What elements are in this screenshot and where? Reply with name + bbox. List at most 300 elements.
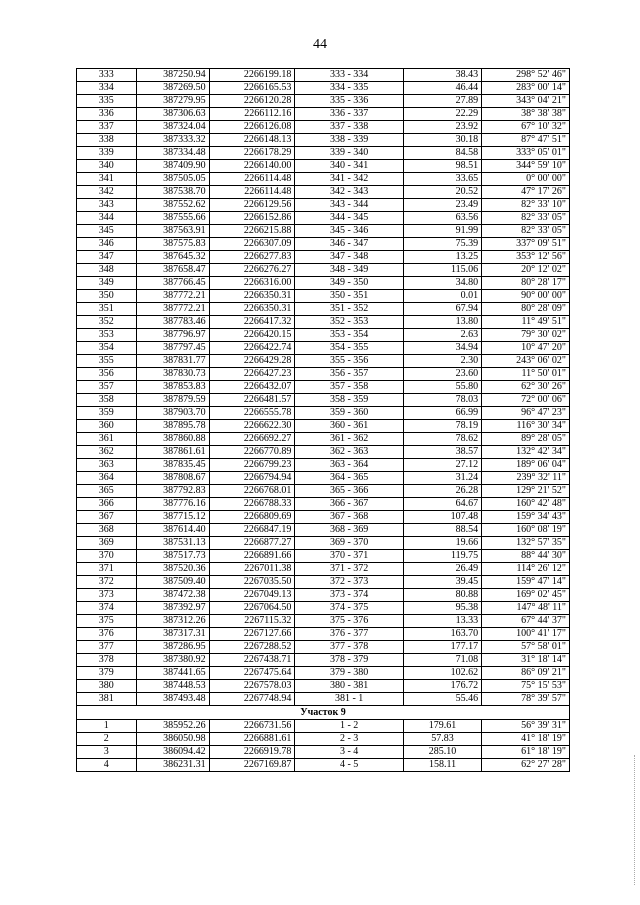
coord-x-cell: 387269.50	[136, 82, 209, 95]
bearing-cell: 0° 00' 00"	[482, 173, 570, 186]
length-cell: 27.89	[403, 95, 481, 108]
page-number: 44	[313, 37, 327, 52]
coord-x-cell: 386050.98	[136, 733, 209, 746]
segment-cell: 359 - 360	[295, 407, 404, 420]
section-header-row	[77, 706, 570, 720]
bearing-cell: 132° 57' 35"	[482, 537, 570, 550]
segment-cell: 372 - 373	[295, 576, 404, 589]
bearing-cell: 82° 33' 05"	[482, 225, 570, 238]
coord-x-cell: 387903.70	[136, 407, 209, 420]
segment-cell: 344 - 345	[295, 212, 404, 225]
point-number-cell: 353	[77, 329, 137, 342]
coord-x-cell: 387879.59	[136, 394, 209, 407]
point-number-cell: 377	[77, 641, 137, 654]
segment-cell: 354 - 355	[295, 342, 404, 355]
table-row	[77, 589, 570, 602]
point-number-cell: 333	[77, 69, 137, 82]
segment-cell: 369 - 370	[295, 537, 404, 550]
bearing-cell: 89° 28' 05"	[482, 433, 570, 446]
length-cell: 55.80	[403, 381, 481, 394]
coord-x-cell: 387645.32	[136, 251, 209, 264]
table-row	[77, 160, 570, 173]
length-cell: 78.62	[403, 433, 481, 446]
coord-y-cell: 2266165.53	[209, 82, 295, 95]
coord-x-cell: 386094.42	[136, 746, 209, 759]
coord-y-cell: 2266276.27	[209, 264, 295, 277]
coord-x-cell: 387538.70	[136, 186, 209, 199]
segment-cell: 345 - 346	[295, 225, 404, 238]
coord-x-cell: 387441.65	[136, 667, 209, 680]
coord-x-cell: 387520.36	[136, 563, 209, 576]
coord-x-cell: 387776.16	[136, 498, 209, 511]
point-number-cell: 355	[77, 355, 137, 368]
length-cell: 23.49	[403, 199, 481, 212]
coord-x-cell: 387792.83	[136, 485, 209, 498]
segment-cell: 348 - 349	[295, 264, 404, 277]
point-number-cell: 340	[77, 160, 137, 173]
point-number-cell: 367	[77, 511, 137, 524]
length-cell: 27.12	[403, 459, 481, 472]
coord-x-cell: 387766.45	[136, 277, 209, 290]
bearing-cell: 333° 05' 01"	[482, 147, 570, 160]
bearing-cell: 160° 42' 48"	[482, 498, 570, 511]
table-row	[77, 264, 570, 277]
point-number-cell: 361	[77, 433, 137, 446]
table-row	[77, 550, 570, 563]
length-cell: 34.94	[403, 342, 481, 355]
point-number-cell: 4	[77, 759, 137, 772]
length-cell: 46.44	[403, 82, 481, 95]
coord-y-cell: 2266316.00	[209, 277, 295, 290]
coord-y-cell: 2266152.86	[209, 212, 295, 225]
bearing-cell: 78° 39' 57"	[482, 693, 570, 706]
point-number-cell: 375	[77, 615, 137, 628]
point-number-cell: 378	[77, 654, 137, 667]
coord-x-cell: 387250.94	[136, 69, 209, 82]
length-cell: 34.80	[403, 277, 481, 290]
segment-cell: 337 - 338	[295, 121, 404, 134]
coord-y-cell: 2266622.30	[209, 420, 295, 433]
bearing-cell: 160° 08' 19"	[482, 524, 570, 537]
coord-y-cell: 2266307.09	[209, 238, 295, 251]
length-cell: 88.54	[403, 524, 481, 537]
point-number-cell: 369	[77, 537, 137, 550]
coord-y-cell: 2266432.07	[209, 381, 295, 394]
coord-y-cell: 2267438.71	[209, 654, 295, 667]
length-cell: 66.99	[403, 407, 481, 420]
coord-y-cell: 2266877.27	[209, 537, 295, 550]
bearing-cell: 62° 30' 26"	[482, 381, 570, 394]
coord-y-cell: 2266429.28	[209, 355, 295, 368]
segment-cell: 346 - 347	[295, 238, 404, 251]
coord-y-cell: 2266891.66	[209, 550, 295, 563]
segment-cell: 373 - 374	[295, 589, 404, 602]
coordinates-table	[76, 68, 570, 772]
point-number-cell: 379	[77, 667, 137, 680]
segment-cell: 352 - 353	[295, 316, 404, 329]
segment-cell: 365 - 366	[295, 485, 404, 498]
bearing-cell: 80° 28' 17"	[482, 277, 570, 290]
length-cell: 179.61	[403, 720, 481, 733]
table-row	[77, 342, 570, 355]
table-row	[77, 511, 570, 524]
segment-cell: 368 - 369	[295, 524, 404, 537]
segment-cell: 371 - 372	[295, 563, 404, 576]
coord-x-cell: 387306.63	[136, 108, 209, 121]
table-row	[77, 303, 570, 316]
table-row	[77, 472, 570, 485]
segment-cell: 379 - 380	[295, 667, 404, 680]
coord-x-cell: 387380.92	[136, 654, 209, 667]
table-row	[77, 680, 570, 693]
table-row	[77, 602, 570, 615]
segment-cell: 367 - 368	[295, 511, 404, 524]
bearing-cell: 10° 47' 20"	[482, 342, 570, 355]
length-cell: 2.63	[403, 329, 481, 342]
table-row	[77, 355, 570, 368]
length-cell: 95.38	[403, 602, 481, 615]
length-cell: 55.46	[403, 693, 481, 706]
length-cell: 13.80	[403, 316, 481, 329]
point-number-cell: 358	[77, 394, 137, 407]
table-row	[77, 537, 570, 550]
length-cell: 39.45	[403, 576, 481, 589]
bearing-cell: 100° 41' 17"	[482, 628, 570, 641]
coord-x-cell: 387772.21	[136, 303, 209, 316]
table-row	[77, 69, 570, 82]
segment-cell: 334 - 335	[295, 82, 404, 95]
segment-cell: 375 - 376	[295, 615, 404, 628]
bearing-cell: 344° 59' 10"	[482, 160, 570, 173]
bearing-cell: 132° 42' 34"	[482, 446, 570, 459]
coord-y-cell: 2266126.08	[209, 121, 295, 134]
segment-cell: 364 - 365	[295, 472, 404, 485]
table-row	[77, 329, 570, 342]
bearing-cell: 129° 21' 52"	[482, 485, 570, 498]
coord-y-cell: 2266112.16	[209, 108, 295, 121]
point-number-cell: 339	[77, 147, 137, 160]
table-row	[77, 615, 570, 628]
coord-x-cell: 387830.73	[136, 368, 209, 381]
coord-x-cell: 387472.38	[136, 589, 209, 602]
length-cell: 38.57	[403, 446, 481, 459]
coord-y-cell: 2266178.29	[209, 147, 295, 160]
table-row	[77, 446, 570, 459]
table-row	[77, 381, 570, 394]
segment-cell: 366 - 367	[295, 498, 404, 511]
length-cell: 102.62	[403, 667, 481, 680]
segment-cell: 363 - 364	[295, 459, 404, 472]
coord-x-cell: 387808.67	[136, 472, 209, 485]
segment-cell: 340 - 341	[295, 160, 404, 173]
point-number-cell: 372	[77, 576, 137, 589]
segment-cell: 335 - 336	[295, 95, 404, 108]
bearing-cell: 82° 33' 10"	[482, 199, 570, 212]
segment-cell: 350 - 351	[295, 290, 404, 303]
coord-x-cell: 387658.47	[136, 264, 209, 277]
segment-cell: 358 - 359	[295, 394, 404, 407]
coord-x-cell: 387895.78	[136, 420, 209, 433]
point-number-cell: 352	[77, 316, 137, 329]
bearing-cell: 47° 17' 26"	[482, 186, 570, 199]
coord-y-cell: 2266350.31	[209, 290, 295, 303]
segment-cell: 360 - 361	[295, 420, 404, 433]
bearing-cell: 298° 52' 46"	[482, 69, 570, 82]
bearing-cell: 87° 47' 51"	[482, 134, 570, 147]
bearing-cell: 20° 12' 02"	[482, 264, 570, 277]
coord-x-cell: 387317.31	[136, 628, 209, 641]
table-row	[77, 147, 570, 160]
table-row	[77, 720, 570, 733]
segment-cell: 338 - 339	[295, 134, 404, 147]
point-number-cell: 338	[77, 134, 137, 147]
coord-x-cell: 387279.95	[136, 95, 209, 108]
table-row	[77, 212, 570, 225]
table-row	[77, 459, 570, 472]
point-number-cell: 335	[77, 95, 137, 108]
coord-y-cell: 2266417.32	[209, 316, 295, 329]
coord-x-cell: 387312.26	[136, 615, 209, 628]
coord-y-cell: 2266794.94	[209, 472, 295, 485]
coord-x-cell: 387517.73	[136, 550, 209, 563]
point-number-cell: 336	[77, 108, 137, 121]
coord-y-cell: 2266420.15	[209, 329, 295, 342]
coord-y-cell: 2267115.32	[209, 615, 295, 628]
segment-cell: 4 - 5	[295, 759, 404, 772]
table-row	[77, 82, 570, 95]
table-row	[77, 654, 570, 667]
coord-x-cell: 387531.13	[136, 537, 209, 550]
coord-y-cell: 2267011.38	[209, 563, 295, 576]
coord-x-cell: 387334.48	[136, 147, 209, 160]
coord-x-cell: 387853.83	[136, 381, 209, 394]
table-row	[77, 251, 570, 264]
bearing-cell: 353° 12' 56"	[482, 251, 570, 264]
coord-y-cell: 2266148.13	[209, 134, 295, 147]
point-number-cell: 345	[77, 225, 137, 238]
bearing-cell: 72° 00' 06"	[482, 394, 570, 407]
length-cell: 67.94	[403, 303, 481, 316]
point-number-cell: 3	[77, 746, 137, 759]
point-number-cell: 368	[77, 524, 137, 537]
segment-cell: 361 - 362	[295, 433, 404, 446]
coord-y-cell: 2267035.50	[209, 576, 295, 589]
coord-y-cell: 2267288.52	[209, 641, 295, 654]
coord-y-cell: 2266692.27	[209, 433, 295, 446]
coord-y-cell: 2266277.83	[209, 251, 295, 264]
table-row	[77, 225, 570, 238]
coord-x-cell: 387286.95	[136, 641, 209, 654]
coord-y-cell: 2266788.33	[209, 498, 295, 511]
coordinates-table-body	[77, 69, 570, 706]
coord-y-cell: 2266731.56	[209, 720, 295, 733]
point-number-cell: 348	[77, 264, 137, 277]
coord-y-cell: 2267748.94	[209, 693, 295, 706]
length-cell: 115.06	[403, 264, 481, 277]
margin-mark	[634, 755, 636, 885]
bearing-cell: 169° 02' 45"	[482, 589, 570, 602]
table-row	[77, 563, 570, 576]
coord-x-cell: 387861.61	[136, 446, 209, 459]
bearing-cell: 88° 44' 30"	[482, 550, 570, 563]
coord-y-cell: 2266768.01	[209, 485, 295, 498]
coord-y-cell: 2267064.50	[209, 602, 295, 615]
coord-x-cell: 387333.32	[136, 134, 209, 147]
coord-x-cell: 387552.62	[136, 199, 209, 212]
table-row	[77, 485, 570, 498]
segment-cell: 380 - 381	[295, 680, 404, 693]
point-number-cell: 364	[77, 472, 137, 485]
length-cell: 31.24	[403, 472, 481, 485]
bearing-cell: 31° 18' 14"	[482, 654, 570, 667]
point-number-cell: 357	[77, 381, 137, 394]
table-row	[77, 199, 570, 212]
table-row	[77, 498, 570, 511]
length-cell: 163.70	[403, 628, 481, 641]
bearing-cell: 159° 34' 43"	[482, 511, 570, 524]
bearing-cell: 41° 18' 19"	[482, 733, 570, 746]
segment-cell: 376 - 377	[295, 628, 404, 641]
segment-cell: 3 - 4	[295, 746, 404, 759]
length-cell: 176.72	[403, 680, 481, 693]
bearing-cell: 82° 33' 05"	[482, 212, 570, 225]
coord-x-cell: 387392.97	[136, 602, 209, 615]
table-row	[77, 108, 570, 121]
table-row	[77, 238, 570, 251]
length-cell: 177.17	[403, 641, 481, 654]
point-number-cell: 349	[77, 277, 137, 290]
table-row	[77, 759, 570, 772]
length-cell: 19.66	[403, 537, 481, 550]
bearing-cell: 62° 27' 28"	[482, 759, 570, 772]
bearing-cell: 243° 06' 02"	[482, 355, 570, 368]
point-number-cell: 365	[77, 485, 137, 498]
point-number-cell: 351	[77, 303, 137, 316]
point-number-cell: 362	[77, 446, 137, 459]
point-number-cell: 354	[77, 342, 137, 355]
coord-y-cell: 2266114.48	[209, 173, 295, 186]
point-number-cell: 1	[77, 720, 137, 733]
length-cell: 23.60	[403, 368, 481, 381]
coord-y-cell: 2266847.19	[209, 524, 295, 537]
point-number-cell: 350	[77, 290, 137, 303]
length-cell: 0.01	[403, 290, 481, 303]
length-cell: 26.28	[403, 485, 481, 498]
coord-y-cell: 2267127.66	[209, 628, 295, 641]
segment-cell: 341 - 342	[295, 173, 404, 186]
length-cell: 119.75	[403, 550, 481, 563]
table-row	[77, 641, 570, 654]
point-number-cell: 337	[77, 121, 137, 134]
table-row	[77, 95, 570, 108]
segment-cell: 333 - 334	[295, 69, 404, 82]
coord-y-cell: 2266555.78	[209, 407, 295, 420]
length-cell: 63.56	[403, 212, 481, 225]
coord-y-cell: 2266199.18	[209, 69, 295, 82]
bearing-cell: 11° 49' 51"	[482, 316, 570, 329]
coord-y-cell: 2266770.89	[209, 446, 295, 459]
length-cell: 84.58	[403, 147, 481, 160]
table-row	[77, 134, 570, 147]
length-cell: 26.49	[403, 563, 481, 576]
point-number-cell: 373	[77, 589, 137, 602]
bearing-cell: 239° 32' 11"	[482, 472, 570, 485]
coord-y-cell: 2267169.87	[209, 759, 295, 772]
bearing-cell: 159° 47' 14"	[482, 576, 570, 589]
coord-x-cell: 387831.77	[136, 355, 209, 368]
coord-x-cell: 385952.26	[136, 720, 209, 733]
coord-y-cell: 2266809.69	[209, 511, 295, 524]
bearing-cell: 11° 50' 01"	[482, 368, 570, 381]
coord-x-cell: 387715.12	[136, 511, 209, 524]
coord-y-cell: 2266881.61	[209, 733, 295, 746]
length-cell: 13.25	[403, 251, 481, 264]
segment-cell: 351 - 352	[295, 303, 404, 316]
length-cell: 98.51	[403, 160, 481, 173]
table-row	[77, 693, 570, 706]
bearing-cell: 147° 48' 11"	[482, 602, 570, 615]
coord-x-cell: 387493.48	[136, 693, 209, 706]
table-row	[77, 667, 570, 680]
table-row	[77, 628, 570, 641]
segment-cell: 357 - 358	[295, 381, 404, 394]
table-row	[77, 576, 570, 589]
point-number-cell: 381	[77, 693, 137, 706]
coord-y-cell: 2266129.56	[209, 199, 295, 212]
bearing-cell: 79° 30' 02"	[482, 329, 570, 342]
coord-x-cell: 387575.83	[136, 238, 209, 251]
length-cell: 80.88	[403, 589, 481, 602]
segment-cell: 355 - 356	[295, 355, 404, 368]
length-cell: 78.19	[403, 420, 481, 433]
point-number-cell: 380	[77, 680, 137, 693]
coord-y-cell: 2266481.57	[209, 394, 295, 407]
length-cell: 2.30	[403, 355, 481, 368]
table-row	[77, 186, 570, 199]
segment-cell: 378 - 379	[295, 654, 404, 667]
bearing-cell: 283° 00' 14"	[482, 82, 570, 95]
point-number-cell: 359	[77, 407, 137, 420]
length-cell: 38.43	[403, 69, 481, 82]
point-number-cell: 376	[77, 628, 137, 641]
bearing-cell: 189° 06' 04"	[482, 459, 570, 472]
segment-cell: 377 - 378	[295, 641, 404, 654]
segment-cell: 362 - 363	[295, 446, 404, 459]
coord-y-cell: 2267578.03	[209, 680, 295, 693]
bearing-cell: 38° 38' 38"	[482, 108, 570, 121]
coord-x-cell: 387796.97	[136, 329, 209, 342]
segment-cell: 2 - 3	[295, 733, 404, 746]
point-number-cell: 334	[77, 82, 137, 95]
coord-x-cell: 387505.05	[136, 173, 209, 186]
point-number-cell: 341	[77, 173, 137, 186]
table-row	[77, 316, 570, 329]
table-row	[77, 368, 570, 381]
coord-x-cell: 387448.53	[136, 680, 209, 693]
length-cell: 13.33	[403, 615, 481, 628]
coord-x-cell: 387509.40	[136, 576, 209, 589]
point-number-cell: 342	[77, 186, 137, 199]
length-cell: 285.10	[403, 746, 481, 759]
bearing-cell: 337° 09' 51"	[482, 238, 570, 251]
point-number-cell: 371	[77, 563, 137, 576]
length-cell: 23.92	[403, 121, 481, 134]
table-row	[77, 290, 570, 303]
bearing-cell: 116° 30' 34"	[482, 420, 570, 433]
coord-x-cell: 387797.45	[136, 342, 209, 355]
coord-y-cell: 2266422.74	[209, 342, 295, 355]
segment-cell: 349 - 350	[295, 277, 404, 290]
